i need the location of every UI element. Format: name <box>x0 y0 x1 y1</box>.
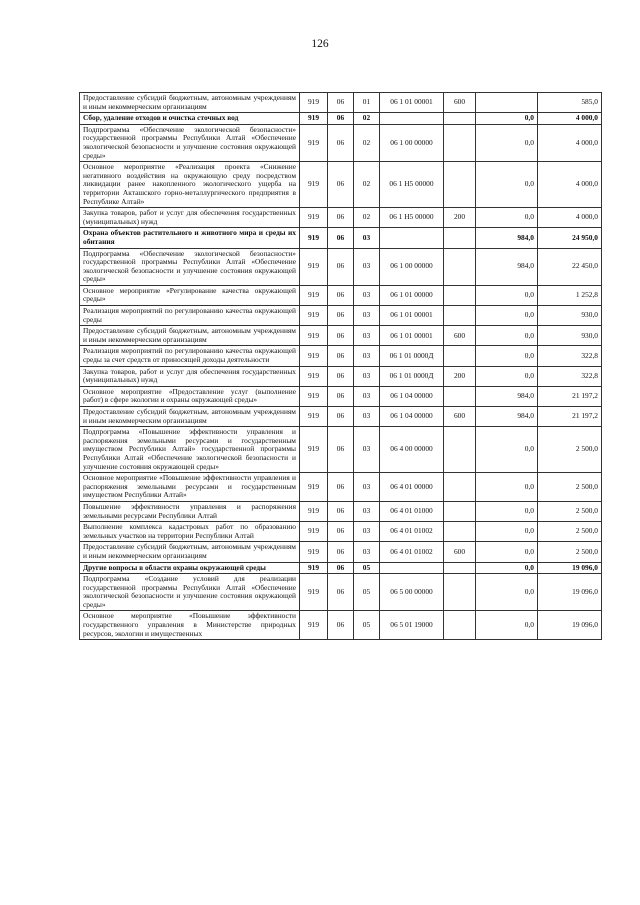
target-article-cell: 06 1 00 00000 <box>380 248 444 285</box>
amount-1-cell: 0,0 <box>476 208 538 228</box>
section-code-cell: 06 <box>328 501 354 521</box>
table-row <box>80 427 602 473</box>
expense-type-cell: 200 <box>444 208 476 228</box>
subsection-code-cell: 03 <box>354 248 380 285</box>
amount-1-cell: 0,0 <box>476 522 538 542</box>
amount-2-cell: 2 500,0 <box>538 522 602 542</box>
expense-type-cell <box>444 306 476 326</box>
target-article-cell: 06 4 00 00000 <box>380 427 444 473</box>
amount-2-cell: 4 000,0 <box>538 208 602 228</box>
amount-2-cell: 2 500,0 <box>538 542 602 562</box>
ved-code-cell: 919 <box>300 326 328 346</box>
target-article-cell: 06 1 04 00000 <box>380 386 444 406</box>
ved-code-cell: 919 <box>300 208 328 228</box>
subsection-code-cell: 05 <box>354 562 380 574</box>
ved-code-cell: 919 <box>300 427 328 473</box>
amount-2-cell: 1 252,8 <box>538 285 602 305</box>
ved-code-cell: 919 <box>300 162 328 208</box>
expense-type-cell <box>444 501 476 521</box>
amount-1-cell: 0,0 <box>476 124 538 161</box>
target-article-cell <box>380 228 444 248</box>
expense-type-cell: 600 <box>444 407 476 427</box>
target-article-cell: 06 4 01 01002 <box>380 542 444 562</box>
ved-code-cell: 919 <box>300 228 328 248</box>
row-name-cell: Основное мероприятие «Реализация проекта «Снижение негативного воздействия на окружающую среду посредством ликвидации ранее накопленного экологического ущерба на территории Акташского горно-металлургического предприятия в Республике Алтай» <box>80 162 300 208</box>
subsection-code-cell: 01 <box>354 93 380 113</box>
amount-1-cell <box>476 93 538 113</box>
table-row <box>80 228 602 248</box>
amount-1-cell: 984,0 <box>476 407 538 427</box>
target-article-cell: 06 1 Н5 00000 <box>380 208 444 228</box>
ved-code-cell: 919 <box>300 93 328 113</box>
subsection-code-cell: 03 <box>354 326 380 346</box>
amount-2-cell: 930,0 <box>538 326 602 346</box>
amount-1-cell: 0,0 <box>476 366 538 386</box>
row-name-cell: Закупка товаров, работ и услуг для обеспечения государственных (муниципальных) нужд <box>80 366 300 386</box>
table-row <box>80 574 602 611</box>
budget-table <box>79 92 602 640</box>
amount-1-cell: 0,0 <box>476 473 538 502</box>
amount-1-cell: 0,0 <box>476 285 538 305</box>
amount-2-cell: 21 197,2 <box>538 407 602 427</box>
amount-1-cell: 984,0 <box>476 248 538 285</box>
ved-code-cell: 919 <box>300 113 328 125</box>
expense-type-cell <box>444 574 476 611</box>
subsection-code-cell: 02 <box>354 208 380 228</box>
expense-type-cell: 600 <box>444 326 476 346</box>
table-row <box>80 366 602 386</box>
expense-type-cell <box>444 386 476 406</box>
amount-2-cell: 322,8 <box>538 346 602 366</box>
table-row <box>80 306 602 326</box>
target-article-cell: 06 4 01 00000 <box>380 473 444 502</box>
amount-1-cell: 0,0 <box>476 501 538 521</box>
amount-1-cell: 0,0 <box>476 306 538 326</box>
subsection-code-cell: 03 <box>354 522 380 542</box>
section-code-cell: 06 <box>328 386 354 406</box>
table-row <box>80 611 602 640</box>
subsection-code-cell: 02 <box>354 162 380 208</box>
subsection-code-cell: 03 <box>354 542 380 562</box>
amount-2-cell: 19 096,0 <box>538 574 602 611</box>
ved-code-cell: 919 <box>300 407 328 427</box>
subsection-code-cell: 05 <box>354 574 380 611</box>
table-body <box>80 93 602 640</box>
section-code-cell: 06 <box>328 162 354 208</box>
section-code-cell: 06 <box>328 208 354 228</box>
table-row <box>80 562 602 574</box>
subsection-code-cell: 03 <box>354 306 380 326</box>
ved-code-cell: 919 <box>300 574 328 611</box>
ved-code-cell: 919 <box>300 542 328 562</box>
section-code-cell: 06 <box>328 407 354 427</box>
table-row <box>80 501 602 521</box>
amount-1-cell: 0,0 <box>476 326 538 346</box>
subsection-code-cell: 03 <box>354 473 380 502</box>
target-article-cell: 06 4 01 01000 <box>380 501 444 521</box>
target-article-cell: 06 1 01 00001 <box>380 93 444 113</box>
row-name-cell: Предоставление субсидий бюджетным, автономным учреждениям и иным некоммерческим организациям <box>80 407 300 427</box>
amount-2-cell: 930,0 <box>538 306 602 326</box>
subsection-code-cell: 03 <box>354 427 380 473</box>
amount-1-cell: 984,0 <box>476 386 538 406</box>
table-row <box>80 124 602 161</box>
row-name-cell: Предоставление субсидий бюджетным, автономным учреждениям и иным некоммерческим организациям <box>80 326 300 346</box>
table-row <box>80 162 602 208</box>
ved-code-cell: 919 <box>300 386 328 406</box>
amount-1-cell: 0,0 <box>476 162 538 208</box>
section-code-cell: 06 <box>328 346 354 366</box>
section-code-cell: 06 <box>328 611 354 640</box>
target-article-cell: 06 1 01 00001 <box>380 326 444 346</box>
subsection-code-cell: 05 <box>354 611 380 640</box>
amount-2-cell: 4 000,0 <box>538 124 602 161</box>
target-article-cell: 06 1 Н5 00000 <box>380 162 444 208</box>
amount-2-cell: 24 950,0 <box>538 228 602 248</box>
subsection-code-cell: 03 <box>354 386 380 406</box>
ved-code-cell: 919 <box>300 124 328 161</box>
target-article-cell: 06 1 04 00000 <box>380 407 444 427</box>
subsection-code-cell: 03 <box>354 366 380 386</box>
section-code-cell: 06 <box>328 285 354 305</box>
target-article-cell: 06 5 00 00000 <box>380 574 444 611</box>
expense-type-cell <box>444 228 476 248</box>
table-row <box>80 407 602 427</box>
row-name-cell: Предоставление субсидий бюджетным, автономным учреждениям и иным некоммерческим организациям <box>80 542 300 562</box>
section-code-cell: 06 <box>328 542 354 562</box>
table-row <box>80 285 602 305</box>
row-name-cell: Подпрограмма «Создание условий для реализации государственной программы Республики Алтай «Обеспечение экологической безопасности и улучшение состояния окружающей среды» <box>80 574 300 611</box>
ved-code-cell: 919 <box>300 366 328 386</box>
table-row <box>80 208 602 228</box>
table-row <box>80 473 602 502</box>
section-code-cell: 06 <box>328 366 354 386</box>
expense-type-cell <box>444 427 476 473</box>
section-code-cell: 06 <box>328 473 354 502</box>
target-article-cell: 06 1 00 00000 <box>380 124 444 161</box>
amount-2-cell: 585,0 <box>538 93 602 113</box>
expense-type-cell: 600 <box>444 93 476 113</box>
section-code-cell: 06 <box>328 306 354 326</box>
ved-code-cell: 919 <box>300 501 328 521</box>
amount-1-cell: 0,0 <box>476 542 538 562</box>
section-code-cell: 06 <box>328 427 354 473</box>
row-name-cell: Основное мероприятие «Повышение эффективности управления и распоряжения земельными ресурсами и государственным имуществом Республики Алтай» <box>80 473 300 502</box>
row-name-cell: Реализация мероприятий по регулированию качества окружающей среды <box>80 306 300 326</box>
row-name-cell: Другие вопросы в области охраны окружающей среды <box>80 562 300 574</box>
expense-type-cell <box>444 162 476 208</box>
amount-2-cell: 19 096,0 <box>538 611 602 640</box>
row-name-cell: Выполнение комплекса кадастровых работ по образованию земельных участков на территории Республики Алтай <box>80 522 300 542</box>
row-name-cell: Сбор, удаление отходов и очистка сточных вод <box>80 113 300 125</box>
section-code-cell: 06 <box>328 228 354 248</box>
table-row <box>80 326 602 346</box>
expense-type-cell <box>444 124 476 161</box>
row-name-cell: Основное мероприятие «Регулирование качества окружающей среды» <box>80 285 300 305</box>
ved-code-cell: 919 <box>300 562 328 574</box>
amount-2-cell: 322,8 <box>538 366 602 386</box>
expense-type-cell: 600 <box>444 542 476 562</box>
amount-1-cell: 0,0 <box>476 346 538 366</box>
section-code-cell: 06 <box>328 113 354 125</box>
page-number: 126 <box>311 38 329 50</box>
expense-type-cell: 200 <box>444 366 476 386</box>
target-article-cell: 06 1 01 0000Д <box>380 366 444 386</box>
amount-1-cell: 984,0 <box>476 228 538 248</box>
row-name-cell: Подпрограмма «Обеспечение экологической безопасности» государственной программы Республики Алтай «Обеспечение экологической безопасности и улучшение состояния окружающей среды» <box>80 248 300 285</box>
section-code-cell: 06 <box>328 574 354 611</box>
section-code-cell: 06 <box>328 93 354 113</box>
amount-2-cell: 22 450,0 <box>538 248 602 285</box>
target-article-cell: 06 1 01 00001 <box>380 306 444 326</box>
row-name-cell: Охрана объектов растительного и животного мира и среды их обитания <box>80 228 300 248</box>
amount-1-cell: 0,0 <box>476 562 538 574</box>
target-article-cell: 06 1 01 0000Д <box>380 346 444 366</box>
section-code-cell: 06 <box>328 562 354 574</box>
ved-code-cell: 919 <box>300 248 328 285</box>
ved-code-cell: 919 <box>300 306 328 326</box>
amount-2-cell: 2 500,0 <box>538 501 602 521</box>
expense-type-cell <box>444 346 476 366</box>
amount-1-cell: 0,0 <box>476 574 538 611</box>
subsection-code-cell: 02 <box>354 124 380 161</box>
row-name-cell: Основное мероприятие «Повышение эффективности государственного управления в Министерстве природных ресурсов, экологии и имущественных <box>80 611 300 640</box>
target-article-cell: 06 4 01 01002 <box>380 522 444 542</box>
expense-type-cell <box>444 113 476 125</box>
amount-1-cell: 0,0 <box>476 113 538 125</box>
amount-2-cell: 19 096,0 <box>538 562 602 574</box>
amount-2-cell: 4 000,0 <box>538 162 602 208</box>
ved-code-cell: 919 <box>300 473 328 502</box>
expense-type-cell <box>444 522 476 542</box>
row-name-cell: Повышение эффективности управления и распоряжения земельными ресурсами Республики Алтай <box>80 501 300 521</box>
amount-1-cell: 0,0 <box>476 427 538 473</box>
subsection-code-cell: 03 <box>354 285 380 305</box>
table-row <box>80 248 602 285</box>
expense-type-cell <box>444 562 476 574</box>
target-article-cell <box>380 113 444 125</box>
subsection-code-cell: 03 <box>354 228 380 248</box>
table-row <box>80 522 602 542</box>
row-name-cell: Реализация мероприятий по регулированию качества окружающей среды за счет средств от приносящей доходы деятельности <box>80 346 300 366</box>
subsection-code-cell: 03 <box>354 407 380 427</box>
table-row <box>80 346 602 366</box>
ved-code-cell: 919 <box>300 522 328 542</box>
section-code-cell: 06 <box>328 326 354 346</box>
table-row <box>80 386 602 406</box>
table-row <box>80 542 602 562</box>
table-row <box>80 93 602 113</box>
ved-code-cell: 919 <box>300 346 328 366</box>
expense-type-cell <box>444 611 476 640</box>
amount-2-cell: 2 500,0 <box>538 473 602 502</box>
row-name-cell: Предоставление субсидий бюджетным, автономным учреждениям и иным некоммерческим организациям <box>80 93 300 113</box>
amount-2-cell: 2 500,0 <box>538 427 602 473</box>
row-name-cell: Закупка товаров, работ и услуг для обеспечения государственных (муниципальных) нужд <box>80 208 300 228</box>
section-code-cell: 06 <box>328 124 354 161</box>
subsection-code-cell: 03 <box>354 346 380 366</box>
amount-2-cell: 4 000,0 <box>538 113 602 125</box>
ved-code-cell: 919 <box>300 285 328 305</box>
subsection-code-cell: 03 <box>354 501 380 521</box>
section-code-cell: 06 <box>328 522 354 542</box>
amount-1-cell: 0,0 <box>476 611 538 640</box>
subsection-code-cell: 02 <box>354 113 380 125</box>
target-article-cell <box>380 562 444 574</box>
row-name-cell: Основное мероприятие «Предоставление услуг (выполнение работ) в сфере экологии и охраны окружающей среды» <box>80 386 300 406</box>
target-article-cell: 06 1 01 00000 <box>380 285 444 305</box>
expense-type-cell <box>444 285 476 305</box>
section-code-cell: 06 <box>328 248 354 285</box>
target-article-cell: 06 5 01 19000 <box>380 611 444 640</box>
ved-code-cell: 919 <box>300 611 328 640</box>
table-row <box>80 113 602 125</box>
row-name-cell: Подпрограмма «Обеспечение экологической безопасности» государственной программы Республики Алтай «Обеспечение экологической безопасности и улучшение состояния окружающей среды» <box>80 124 300 161</box>
expense-type-cell <box>444 473 476 502</box>
amount-2-cell: 21 197,2 <box>538 386 602 406</box>
expense-type-cell <box>444 248 476 285</box>
row-name-cell: Подпрограмма «Повышение эффективности управления и распоряжения земельными ресурсами и государственным имуществом Республики Алтай» государственной программы Республики Алтай «Обеспечение экологической безопасности и улучшение состояния окружающей среды» <box>80 427 300 473</box>
